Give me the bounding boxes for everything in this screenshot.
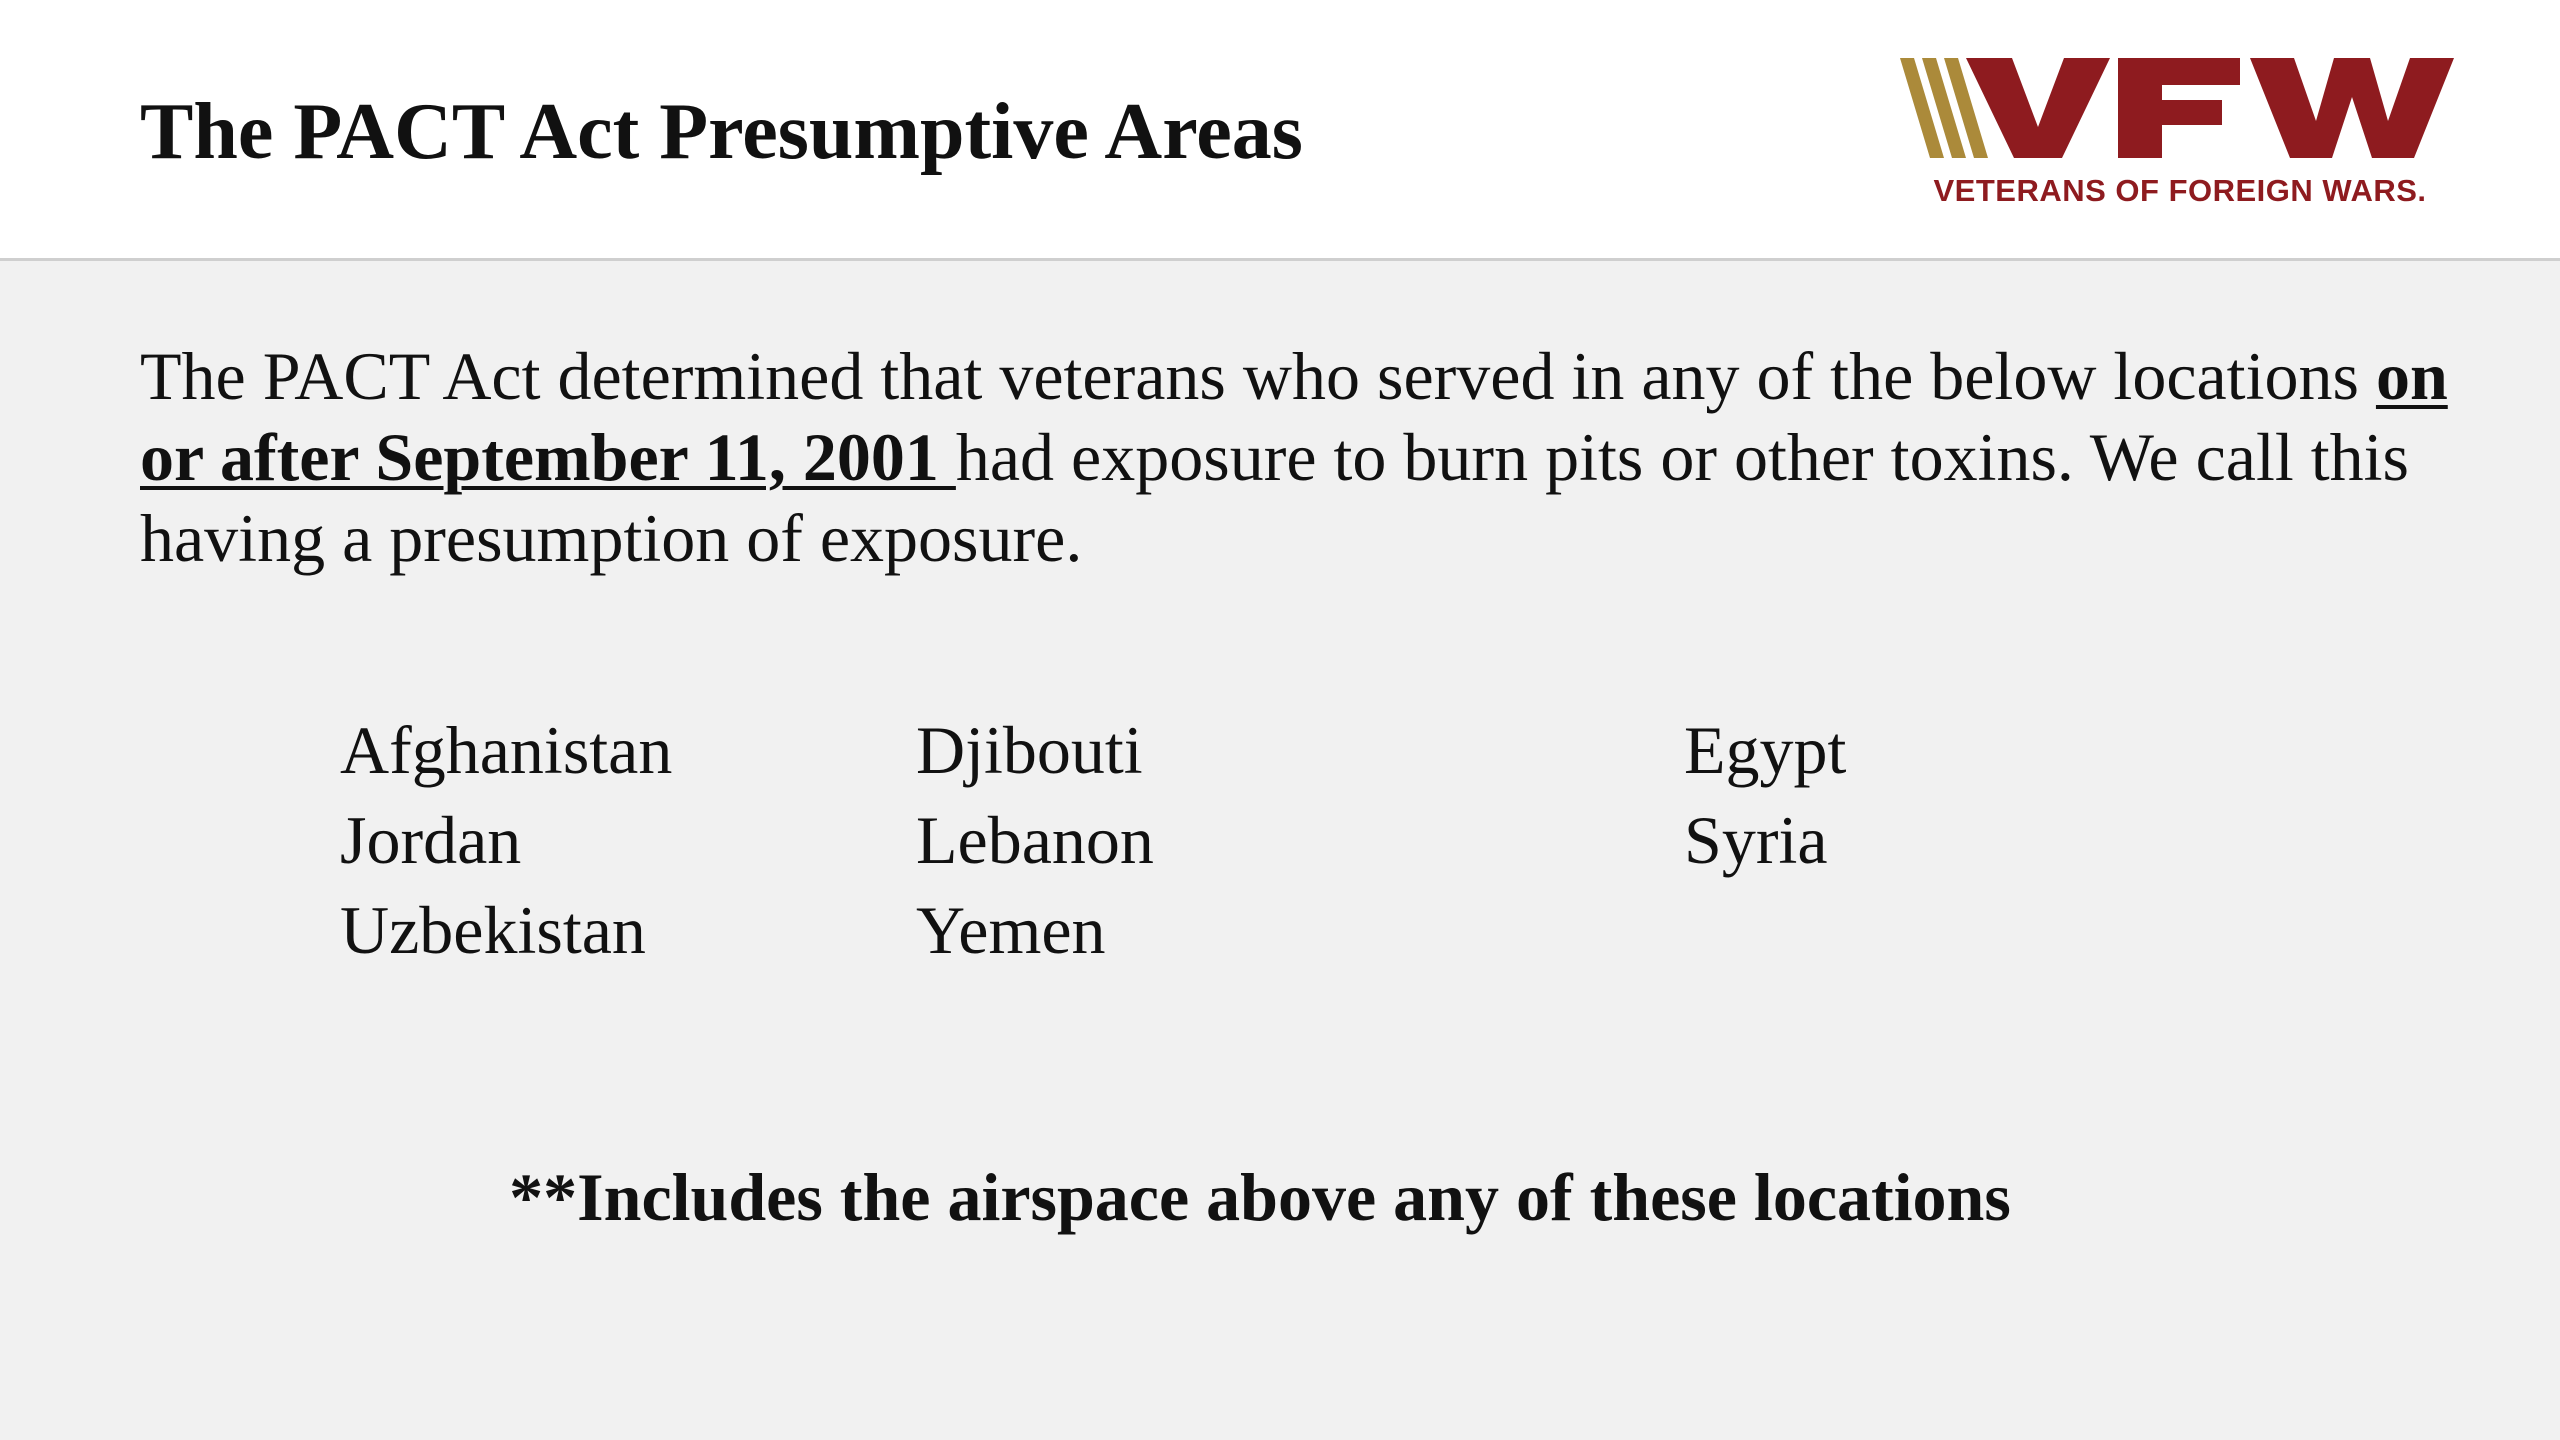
- vfw-logo: [1900, 55, 2460, 210]
- location-item: Afghanistan: [340, 712, 673, 788]
- location-item: Djibouti: [916, 712, 1143, 788]
- logo-letter-v: [1966, 58, 2110, 158]
- location-item: Egypt: [1684, 712, 1847, 788]
- locations-column-2: [916, 705, 1154, 975]
- intro-paragraph: [140, 336, 2460, 579]
- location-item: Syria: [1684, 802, 1828, 878]
- page-title: The PACT Act Presumptive Areas: [140, 88, 1303, 176]
- airspace-note: **Includes the airspace above any of these locations: [509, 1159, 2011, 1235]
- location-item: Uzbekistan: [340, 892, 646, 968]
- intro-text-after: had exposure to burn pits or other toxins. We call this having a presumption of exposure.: [140, 419, 2410, 576]
- logo-letter-f: [2118, 58, 2240, 158]
- locations-column-1: [340, 705, 672, 975]
- locations-list: [340, 705, 2340, 985]
- location-item: Lebanon: [916, 802, 1154, 878]
- vfw-logo-mark: [1900, 55, 2460, 165]
- location-item: Yemen: [916, 892, 1106, 968]
- intro-date-emphasis: on or after September 11, 2001: [140, 338, 2448, 495]
- logo-letter-w: [2250, 58, 2454, 158]
- location-item: Jordan: [340, 802, 522, 878]
- intro-text-before: The PACT Act determined that veterans who served in any of the below locations: [140, 338, 2376, 414]
- logo-tagline: VETERANS OF FOREIGN WARS.: [1933, 173, 2427, 208]
- slide-header: [0, 0, 2560, 261]
- locations-column-3: [1684, 705, 1846, 885]
